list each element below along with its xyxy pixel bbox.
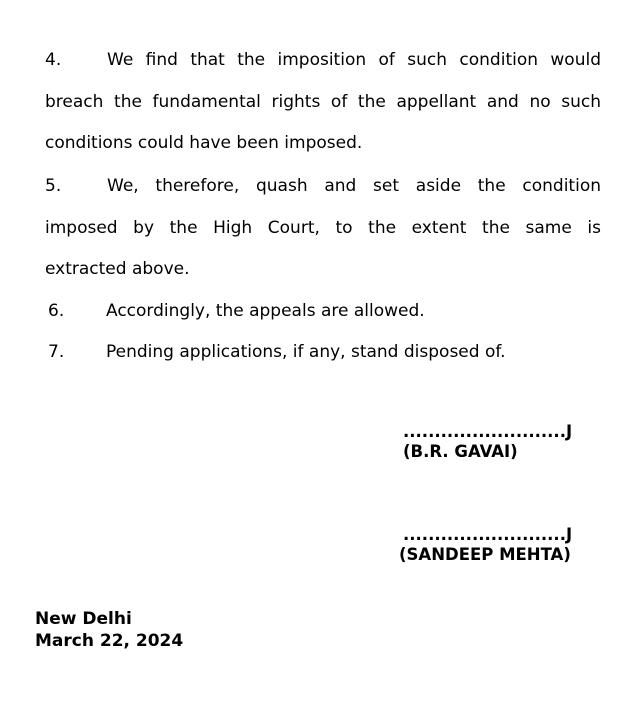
paragraph-text: Pending applications, if any, stand disposed of. (106, 342, 506, 362)
paragraph-5-line-3: extracted above. (45, 259, 190, 279)
judge-name-mehta: (SANDEEP MEHTA) (399, 545, 571, 564)
paragraph-number: 6. (48, 301, 65, 321)
paragraph-4-line-2: breach the fundamental rights of the appellant and no such (45, 91, 601, 112)
paragraph-4 (45, 40, 601, 165)
paragraph-text: We find that the imposition of such condition would (107, 50, 601, 70)
paragraph-6 (48, 299, 425, 323)
paragraph-5-line-1 (45, 166, 601, 208)
paragraph-4-line-3: conditions could have been imposed. (45, 133, 363, 153)
place: New Delhi (35, 609, 132, 629)
signature-line-mehta: ..........................J (403, 525, 573, 544)
paragraph-5 (45, 166, 601, 291)
paragraph-text: Accordingly, the appeals are allowed. (106, 301, 425, 321)
paragraph-text: We, therefore, quash and set aside the condition (107, 176, 601, 196)
judge-name-gavai: (B.R. GAVAI) (403, 442, 518, 461)
paragraph-number: 4. (45, 50, 62, 70)
paragraph-number: 5. (45, 176, 62, 196)
paragraph-number: 7. (48, 342, 65, 362)
signature-line-gavai: ..........................J (403, 422, 573, 441)
paragraph-7 (48, 340, 506, 364)
paragraph-5-line-2: imposed by the High Court, to the extent the same is (45, 217, 601, 238)
date: March 22, 2024 (35, 631, 184, 651)
paragraph-4-line-1 (45, 40, 601, 82)
